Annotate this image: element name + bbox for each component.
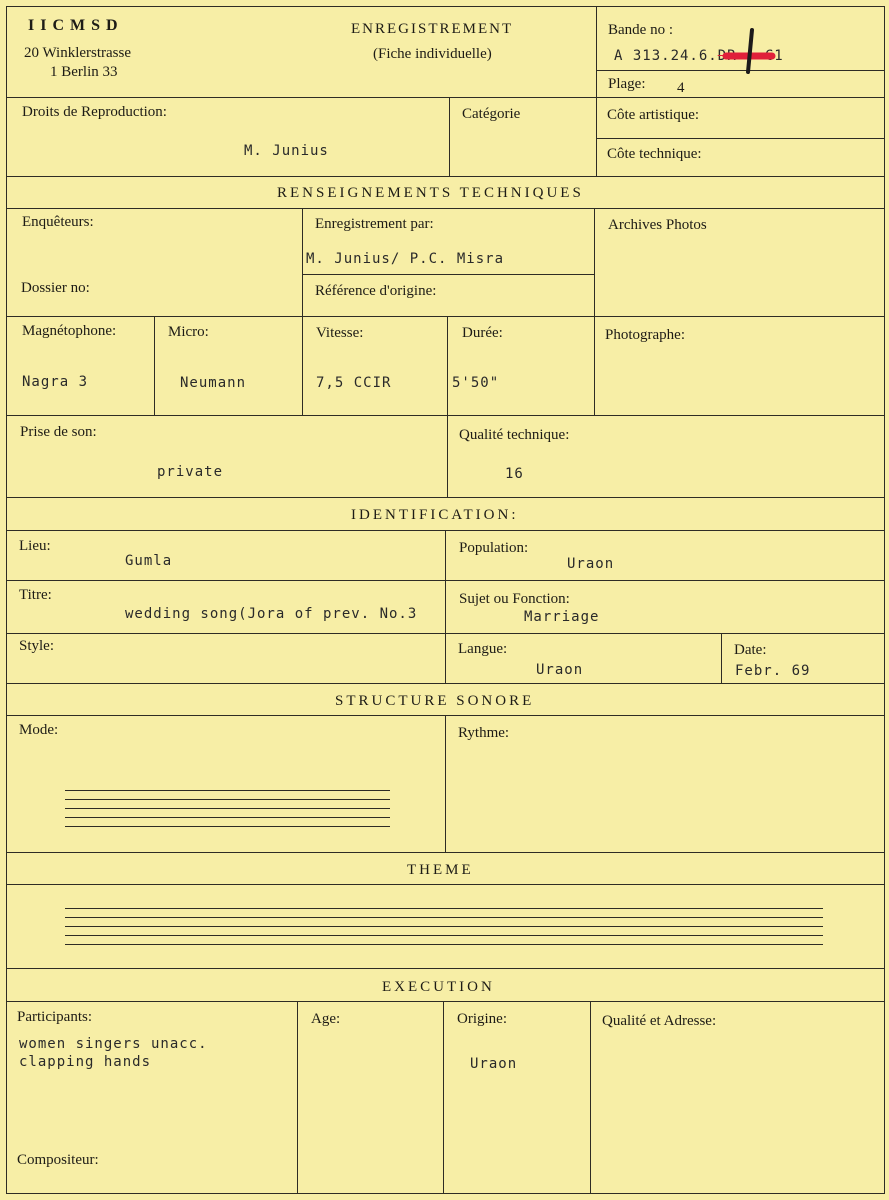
staff-mode-5 <box>65 826 390 827</box>
categorie-divider <box>449 97 450 176</box>
magnetophone-label: Magnétophone: <box>22 323 117 339</box>
droits-label: Droits de Reproduction: <box>22 104 167 120</box>
frame-left <box>6 6 7 1194</box>
droits-value: M. Junius <box>244 143 329 159</box>
theme-title-bottom <box>6 884 885 885</box>
staff-theme-3 <box>65 926 823 927</box>
staff-mode-4 <box>65 817 390 818</box>
categorie-label: Catégorie <box>462 106 521 122</box>
header-divider <box>596 6 597 176</box>
enqueteurs-label: Enquêteurs: <box>22 214 94 230</box>
id-bottom <box>6 683 885 684</box>
photographe-label: Photographe: <box>605 327 685 343</box>
staff-mode-1 <box>65 790 390 791</box>
prise-label: Prise de son: <box>20 424 97 440</box>
magnetophone-value: Nagra 3 <box>22 374 89 390</box>
date-value: Febr. 69 <box>735 663 811 679</box>
struct-bottom <box>6 852 885 853</box>
lieu-label: Lieu: <box>19 538 51 554</box>
frame-right <box>884 6 885 1194</box>
staff-theme-5 <box>65 944 823 945</box>
id-row2 <box>6 633 885 634</box>
micro-value: Neumann <box>180 375 247 391</box>
tech-v1 <box>302 208 303 415</box>
lieu-value: Gumla <box>125 553 173 569</box>
origine-label: Origine: <box>457 1011 507 1027</box>
plage-label: Plage: <box>608 76 646 92</box>
tech-section-title: RENSEIGNEMENTS TECHNIQUES <box>277 185 584 201</box>
exec-section-title: EXECUTION <box>382 979 495 995</box>
staff-mode-3 <box>65 808 390 809</box>
sujet-label: Sujet ou Fonction: <box>459 591 570 607</box>
date-label: Date: <box>734 642 767 658</box>
tech-low <box>6 415 885 416</box>
staff-theme-1 <box>65 908 823 909</box>
reference-label: Référence d'origine: <box>315 283 437 299</box>
prise-value: private <box>157 464 224 480</box>
origine-value: Uraon <box>470 1056 518 1072</box>
population-value: Uraon <box>567 556 615 572</box>
vitesse-label: Vitesse: <box>316 325 364 341</box>
id-v <box>445 530 446 683</box>
header-bottom <box>6 97 885 98</box>
bande-label: Bande no : <box>608 22 673 38</box>
micro-label: Micro: <box>168 324 209 340</box>
vitesse-value: 7,5 CCIR <box>316 375 392 391</box>
cote-artistique-label: Côte artistique: <box>607 107 700 123</box>
titre-label: Titre: <box>19 587 52 603</box>
titre-value: wedding song(Jora of prev. No.3 <box>125 606 418 622</box>
staff-theme-4 <box>65 935 823 936</box>
population-label: Population: <box>459 540 529 556</box>
frame-bottom <box>6 1193 885 1194</box>
address-line-2: 1 Berlin 33 <box>50 64 118 80</box>
struct-section-title: STRUCTURE SONORE <box>335 693 535 709</box>
rights-bottom <box>6 176 885 177</box>
tech-ref-line <box>302 274 594 275</box>
org-logo: IICMSD <box>28 17 124 34</box>
dossier-label: Dossier no: <box>21 280 90 296</box>
form-title: ENREGISTREMENT <box>351 21 514 37</box>
staff-theme-2 <box>65 917 823 918</box>
langue-label: Langue: <box>458 641 508 657</box>
id-section-title: IDENTIFICATION: <box>351 507 519 523</box>
rythme-label: Rythme: <box>458 725 510 741</box>
archives-label: Archives Photos <box>608 217 707 233</box>
enregistrement-par-value: M. Junius/ P.C. Misra <box>306 251 505 267</box>
duree-value: 5'50" <box>452 375 500 391</box>
form-subtitle: (Fiche individuelle) <box>373 46 492 62</box>
tech-mid <box>6 316 885 317</box>
participants-line-2: clapping hands <box>19 1054 152 1070</box>
tech-v-duree <box>447 316 448 415</box>
struct-v <box>445 715 446 852</box>
staff-mode-2 <box>65 799 390 800</box>
theme-bottom <box>6 968 885 969</box>
cote-divider <box>596 138 885 139</box>
compositeur-label: Compositeur: <box>17 1152 99 1168</box>
duree-label: Durée: <box>462 325 503 341</box>
exec-title-bottom <box>6 1001 885 1002</box>
tech-v-qualite <box>447 415 448 497</box>
age-label: Age: <box>311 1011 341 1027</box>
address-line-1: 20 Winklerstrasse <box>24 45 132 61</box>
tech-v-micro <box>154 316 155 415</box>
participants-line-1: women singers unacc. <box>19 1036 208 1052</box>
mode-label: Mode: <box>19 722 59 738</box>
red-correction-mark <box>722 26 782 76</box>
langue-value: Uraon <box>536 662 584 678</box>
theme-section-title: THEME <box>407 862 474 878</box>
id-row1 <box>6 580 885 581</box>
style-label: Style: <box>19 638 55 654</box>
bande-value-main: A 313.24.6. <box>614 48 718 64</box>
tech-bottom <box>6 497 885 498</box>
qualite-adresse-label: Qualité et Adresse: <box>602 1013 717 1029</box>
bande-value-struck: DR <box>717 48 737 64</box>
sujet-value: Marriage <box>524 609 600 625</box>
plage-value: 4 <box>677 80 685 96</box>
id-v-date <box>721 633 722 683</box>
exec-v2 <box>443 1001 444 1193</box>
cote-technique-label: Côte technique: <box>607 146 702 162</box>
exec-v1 <box>297 1001 298 1193</box>
tech-v2 <box>594 208 595 415</box>
qualite-value: 16 <box>505 466 524 482</box>
participants-label: Participants: <box>17 1009 92 1025</box>
exec-v3 <box>590 1001 591 1193</box>
qualite-label: Qualité technique: <box>459 427 570 443</box>
bande-value-suffix: + C1 <box>746 48 784 64</box>
tech-title-bottom <box>6 208 885 209</box>
enregistrement-par-label: Enregistrement par: <box>315 216 434 232</box>
frame-top <box>6 6 885 7</box>
